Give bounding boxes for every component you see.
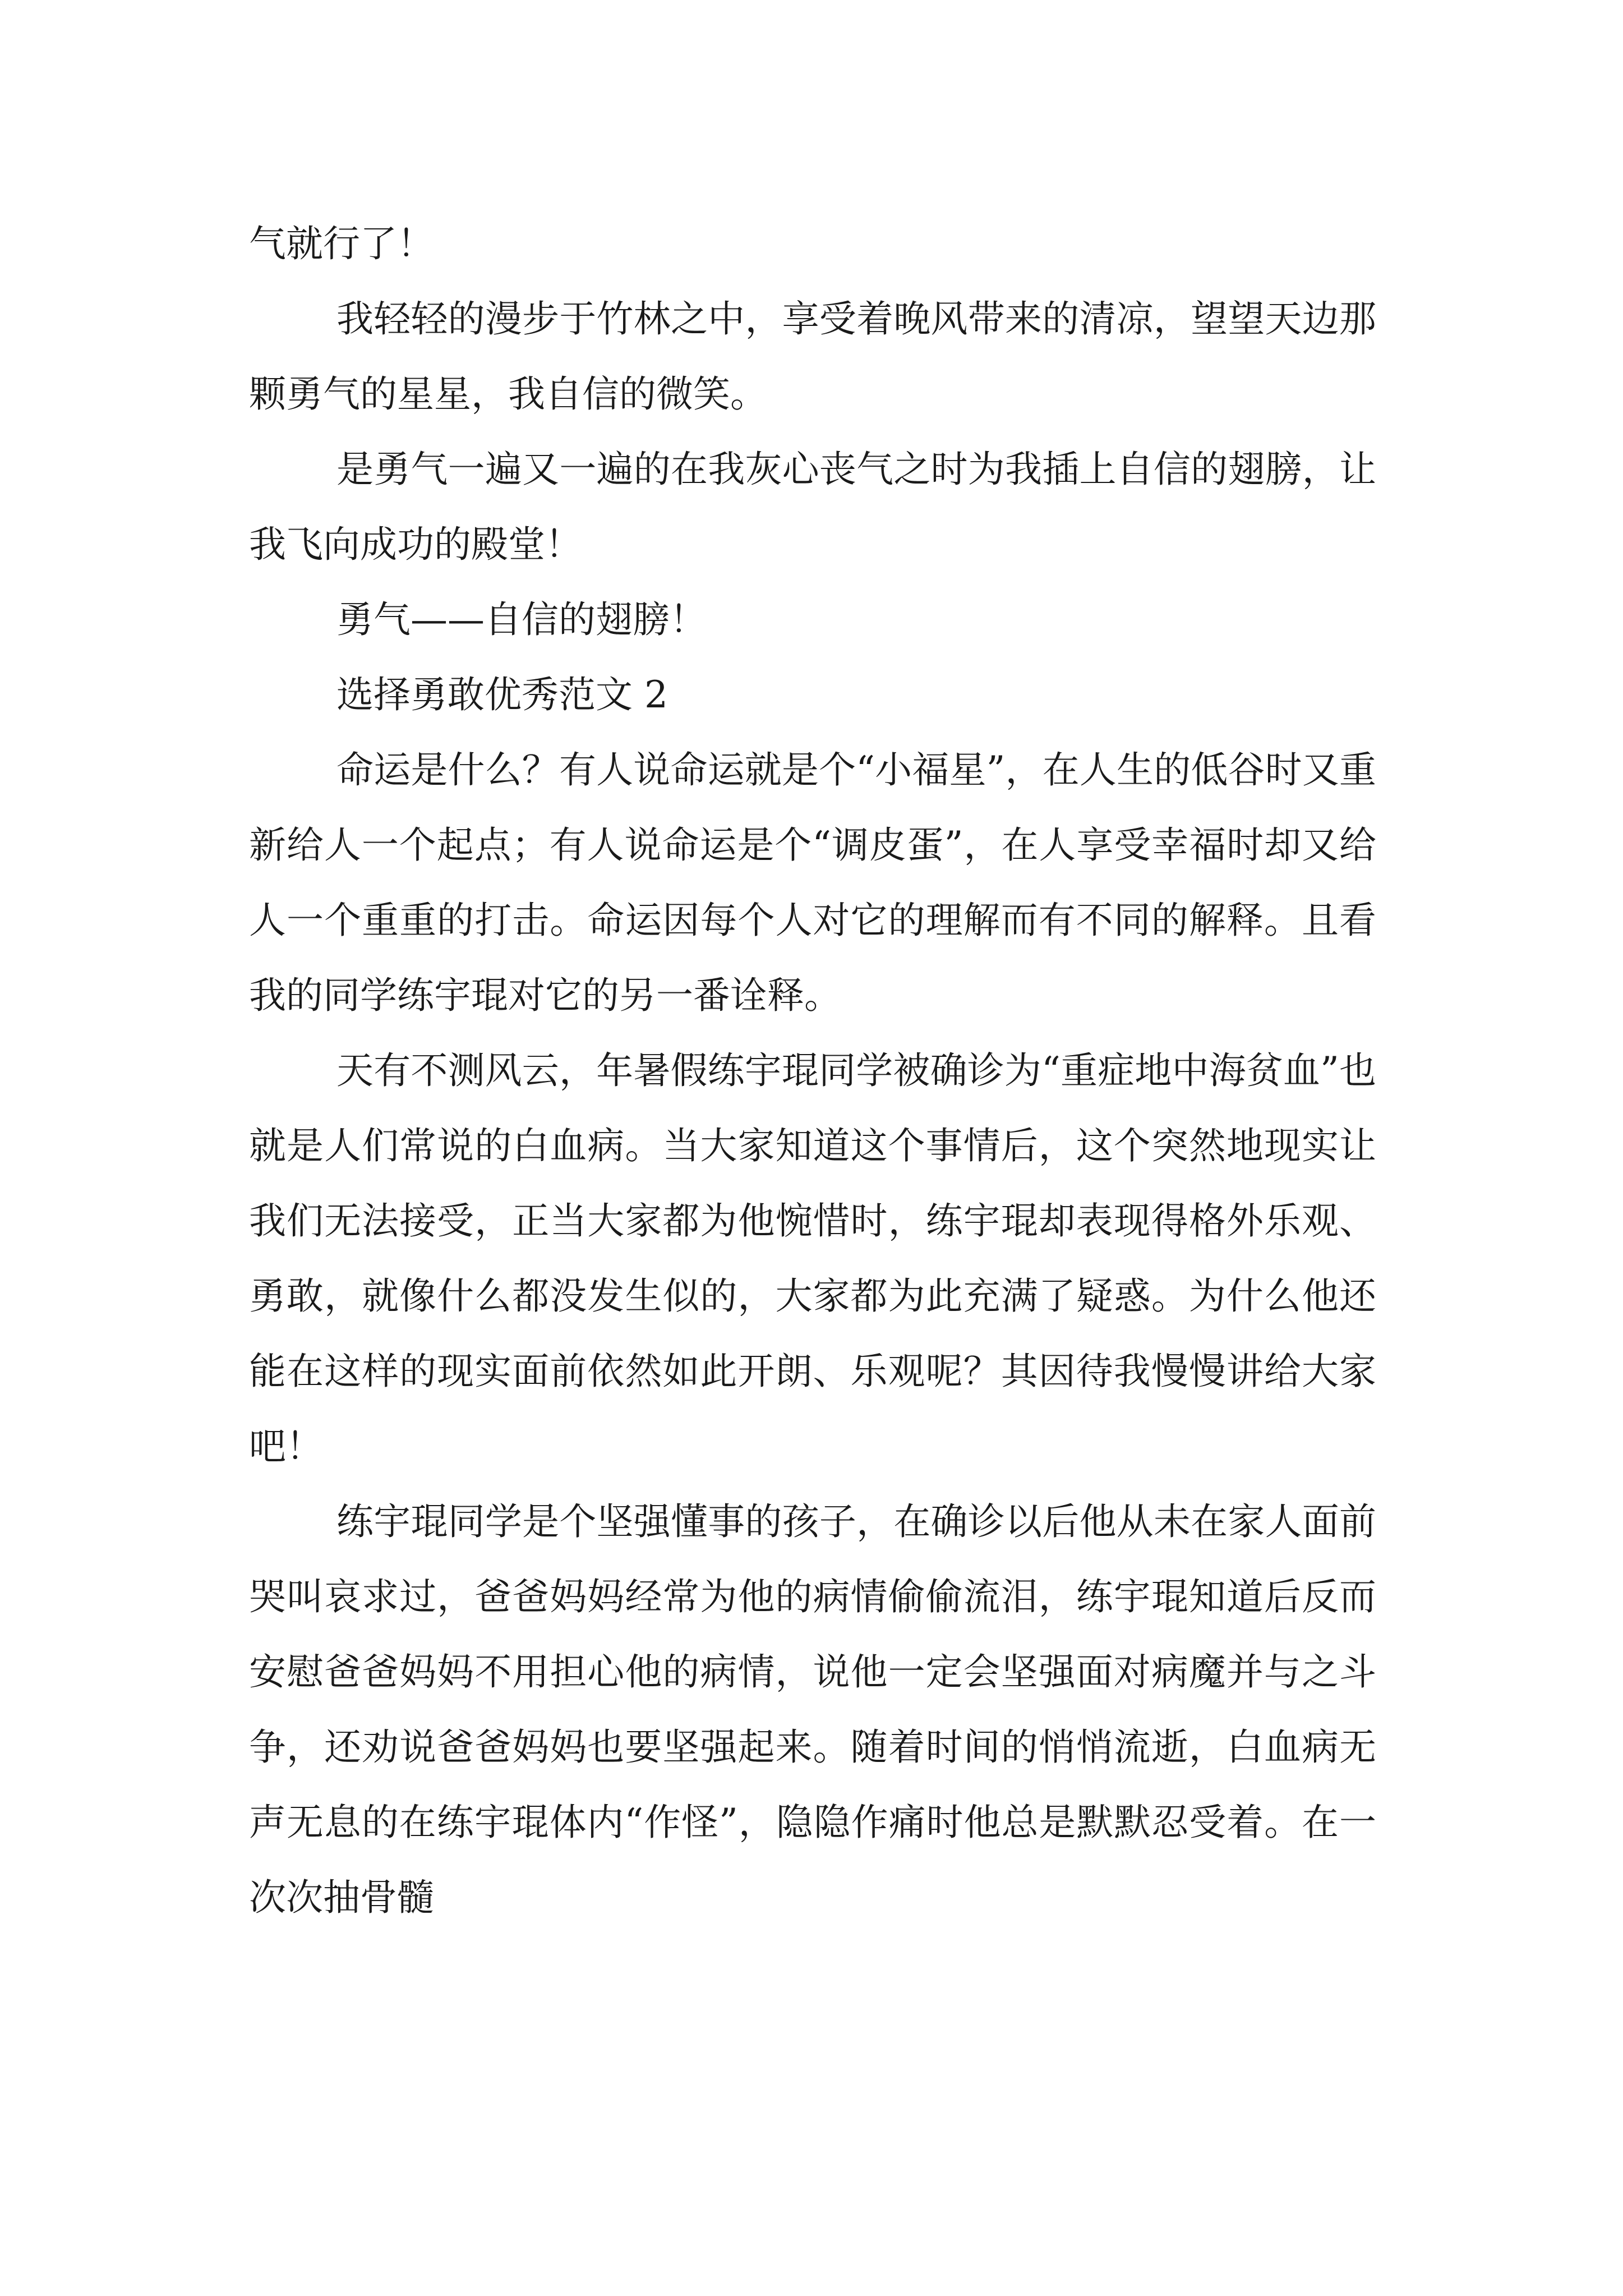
paragraph: 练宇琨同学是个坚强懂事的孩子，在确诊以后他从未在家人面前哭叫哀求过，爸爸妈妈经常为他的病情偷偷流泪，练宇琨知道后反而安慰爸爸妈妈不用担心他的病情，说他一定会坚强面对病魔并与之斗争，还劝说爸爸妈妈也要坚强起来。随着时间的悄悄流逝，白血病无声无息的在练宇琨体内“作怪”，隐隐作痛时他总是默默忍受着。在一次次抽骨髓	[249, 1500, 1376, 1919]
paragraph: 命运是什么？有人说命运就是个“小福星”，在人生的低谷时又重新给人一个起点；有人说命运是个“调皮蛋”，在人享受幸福时却又给人一个重重的打击。命运因每个人对它的理解而有不同的解释。且看我的同学练宇琨对它的另一番诠释。	[249, 748, 1376, 1017]
document-body	[249, 206, 1376, 1935]
section-heading: 选择勇敢优秀范文 2	[336, 673, 668, 716]
paragraph-continuation: 气就行了！	[249, 222, 434, 265]
paragraph: 我轻轻的漫步于竹林之中，享受着晚风带来的清凉，望望天边那颗勇气的星星，我自信的微笑。	[249, 297, 1376, 416]
paragraph: 是勇气一遍又一遍的在我灰心丧气之时为我插上自信的翅膀，让我飞向成功的殿堂！	[249, 448, 1376, 566]
paragraph: 天有不测风云，年暑假练宇琨同学被确诊为“重症地中海贫血”也就是人们常说的白血病。当大家知道这个事情后，这个突然地现实让我们无法接受，正当大家都为他惋惜时，练宇琨却表现得格外乐观、勇敢，就像什么都没发生似的，大家都为此充满了疑惑。为什么他还能在这样的现实面前依然如此开朗、乐观呢？其因待我慢慢讲给大家吧！	[249, 1049, 1376, 1468]
paragraph-short: 勇气——自信的翅膀！	[336, 598, 707, 641]
